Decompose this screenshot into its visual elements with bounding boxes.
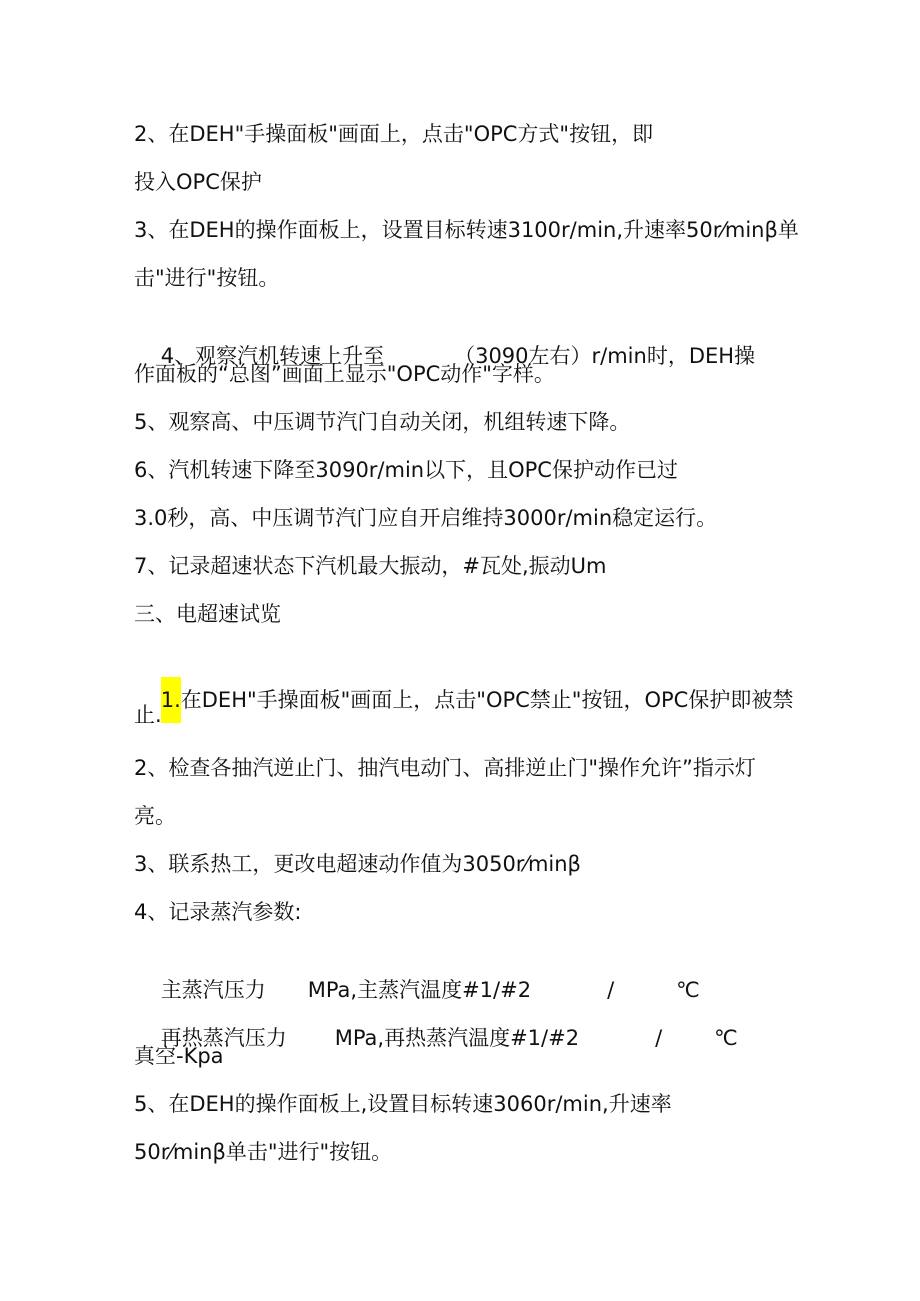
sec3-step-1-text: 在DEH"手操面板"画面上，点击"OPC禁止"按钮，OPC保护即被禁 [180,688,794,712]
sec3-step-5-line-2: 50r⁄minβ单击"进行"按钮。 [134,1140,393,1164]
main-steam-temp-unit: ℃ [676,978,700,1002]
step-6-line-1: 6、汽机转速下降至3090r/min以下，且OPC保护动作已过 [134,458,678,482]
main-steam-temp-separator: / [607,978,615,1002]
step-2-line-2: 投入OPC保护 [134,170,262,194]
vacuum-line: 真空-Kpa [134,1044,224,1068]
sec3-step-5-line-1: 5、在DEH的操作面板上,设置目标转速3060r/min,升速率 [134,1092,672,1116]
section-3-heading: 三、电超速试览 [134,602,281,626]
sec3-step-1-line-1 [134,647,793,753]
main-steam-temp-label: MPa,主蒸汽温度#1/#2 [307,978,532,1002]
reheat-steam-temp-separator: / [655,1026,663,1050]
reheat-steam-temp-unit: ℃ [714,1026,738,1050]
step-6-line-2: 3.0秒，高、中压调节汽门应自开启维持3000r/min稳定运行。 [134,506,718,530]
reheat-steam-params [134,993,738,1083]
step-4-line-2: 作面板的“总图”画面上显示"OPC动作"字样。 [134,362,555,386]
main-steam-pressure-label: 主蒸汽压力 [160,978,266,1002]
sec3-step-3-line: 3、联系热工，更改电超速动作值为3050r⁄minβ [134,852,581,876]
step-3-line-1: 3、在DEH的操作面板上，设置目标转速3100r/min,升速率50r⁄minβ单 [134,218,799,242]
sec3-step-2-line-1: 2、检查各抽汽逆止门、抽汽电动门、高排逆止门"操作允许”指示灯 [134,756,756,780]
step-number-highlight: 1. [161,677,181,723]
sec3-step-4-line: 4、记录蒸汽参数: [134,900,302,924]
step-5-line: 5、观察高、中压调节汽门自动关闭，机组转速下降。 [134,410,631,434]
sec3-step-2-line-2: 亮。 [134,804,176,828]
step-4-text-a: 4、观察汽机转速上升至 [160,344,385,368]
reheat-steam-temp-label: MPa,再热蒸汽温度#1/#2 [334,1026,580,1050]
reheat-steam-pressure-label: 再热蒸汽压力 [160,1026,287,1050]
step-7-line: 7、记录超速状态下汽机最大振动，#瓦处,振动Um [134,554,607,578]
step-3-line-2: 击"进行"按钮。 [134,266,280,290]
step-4-text-b: （3090左右）r/min时，DEH操 [454,344,756,368]
step-2-line-1: 2、在DEH"手操面板"画面上，点击"OPC方式"按钮，即 [134,122,654,146]
sec3-step-1-line-2: 止. [134,703,162,727]
